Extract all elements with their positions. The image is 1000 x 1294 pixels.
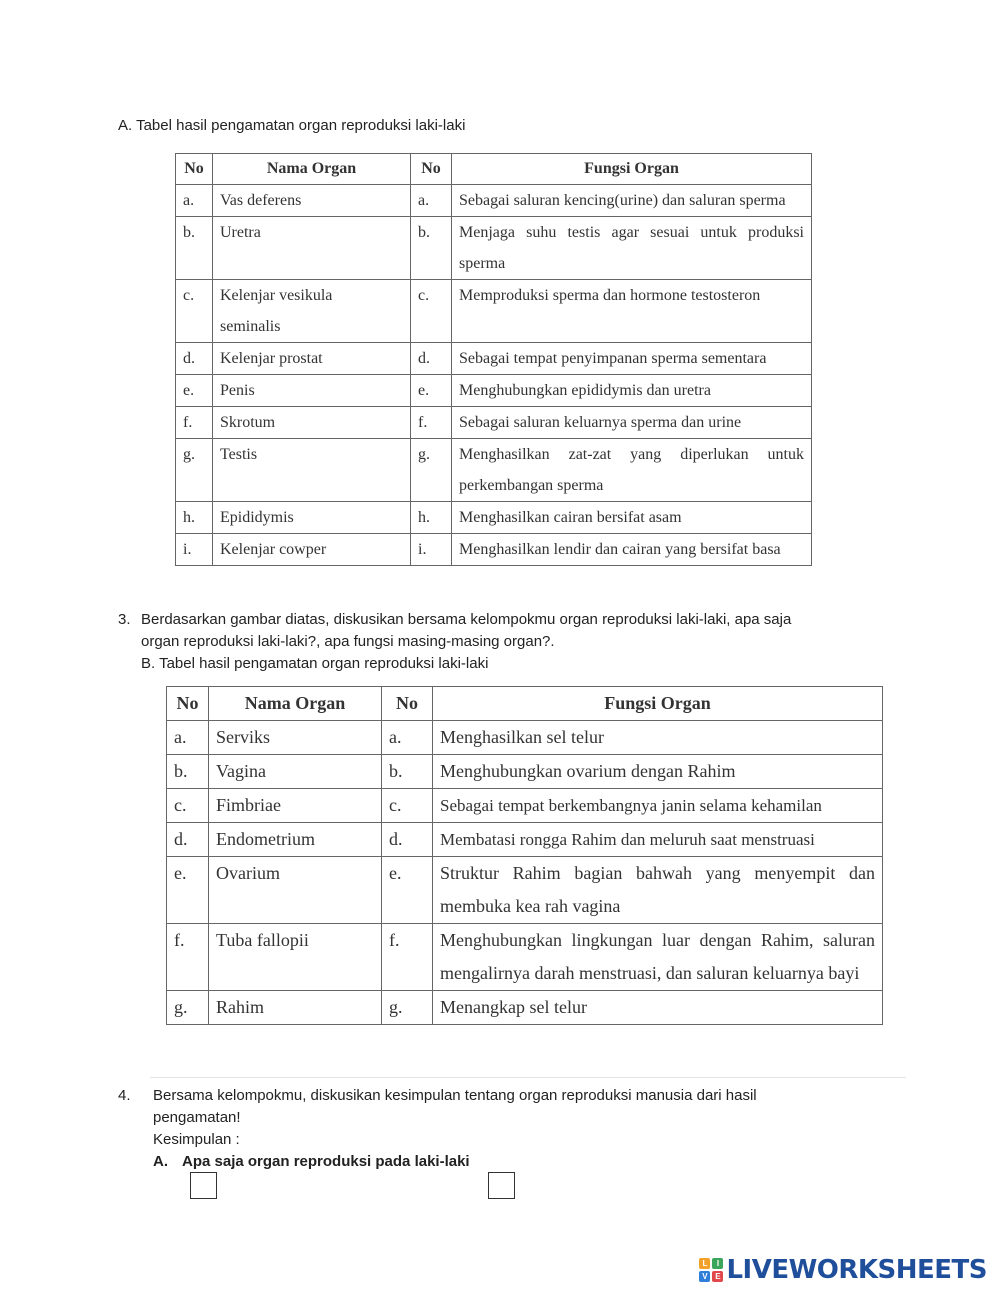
row-no: f. xyxy=(382,924,433,991)
header-organ-name: Nama Organ xyxy=(213,154,411,185)
row-no: f. xyxy=(167,924,209,991)
row-no: d. xyxy=(411,343,452,375)
row-no: i. xyxy=(176,534,213,566)
question-text-line: organ reproduksi laki-laki?, apa fungsi masing-masing organ?. xyxy=(141,633,555,650)
question-3 xyxy=(118,609,861,675)
row-no: e. xyxy=(411,375,452,407)
organ-name: Endometrium xyxy=(209,823,382,857)
conclusion-label: Kesimpulan : xyxy=(153,1131,240,1148)
table-row xyxy=(167,991,883,1025)
answer-input-box[interactable] xyxy=(190,1172,217,1199)
row-no: b. xyxy=(382,755,433,789)
liveworksheets-logo xyxy=(699,1254,987,1286)
table-row xyxy=(176,280,812,343)
organ-name: Testis xyxy=(213,439,411,502)
row-no: c. xyxy=(167,789,209,823)
header-organ-function: Fungsi Organ xyxy=(433,687,883,721)
row-no: g. xyxy=(167,991,209,1025)
row-no: d. xyxy=(167,823,209,857)
organ-name: Kelenjar vesikula seminalis xyxy=(213,280,411,343)
organ-function: Membatasi rongga Rahim dan meluruh saat menstruasi xyxy=(433,823,883,857)
organ-function: Sebagai saluran kencing(urine) dan saluran sperma xyxy=(452,185,812,217)
row-no: a. xyxy=(411,185,452,217)
table-row xyxy=(176,439,812,502)
organ-name: Kelenjar prostat xyxy=(213,343,411,375)
row-no: e. xyxy=(167,857,209,924)
table-row xyxy=(176,185,812,217)
row-no: a. xyxy=(382,721,433,755)
row-no: d. xyxy=(382,823,433,857)
row-no: f. xyxy=(411,407,452,439)
table-row xyxy=(176,534,812,566)
organ-function: Menghasilkan zat-zat yang diperlukan untuk perkembangan sperma xyxy=(452,439,812,502)
liveworksheets-logo-icon: L I V E xyxy=(699,1258,723,1282)
question-text-line: Berdasarkan gambar diatas, diskusikan bersama kelompokmu organ reproduksi laki-laki, apa saja xyxy=(141,611,792,628)
row-no: e. xyxy=(176,375,213,407)
organ-name: Serviks xyxy=(209,721,382,755)
sub-question-text: Apa saja organ reproduksi pada laki-laki xyxy=(182,1153,470,1170)
organ-function: Struktur Rahim bagian bahwah yang menyempit dan membuka kea rah vagina xyxy=(433,857,883,924)
header-no: No xyxy=(382,687,433,721)
organ-function: Memproduksi sperma dan hormone testosteron xyxy=(452,280,812,343)
row-no: b. xyxy=(167,755,209,789)
question-text-line: Bersama kelompokmu, diskusikan kesimpulan tentang organ reproduksi manusia dari hasil xyxy=(153,1087,757,1104)
table-row xyxy=(176,502,812,534)
row-no: f. xyxy=(176,407,213,439)
sub-question-letter: A. xyxy=(153,1153,168,1170)
organ-function: Menghasilkan sel telur xyxy=(433,721,883,755)
table-row xyxy=(167,789,883,823)
brand-name: LIVEWORKSHEETS xyxy=(726,1255,987,1285)
organ-name: Vas deferens xyxy=(213,185,411,217)
organ-name: Penis xyxy=(213,375,411,407)
row-no: b. xyxy=(176,217,213,280)
table-header-row xyxy=(176,154,812,185)
organ-name: Kelenjar cowper xyxy=(213,534,411,566)
table-row xyxy=(167,721,883,755)
row-no: h. xyxy=(411,502,452,534)
table-row xyxy=(167,924,883,991)
organ-name: Epididymis xyxy=(213,502,411,534)
answer-input-box[interactable] xyxy=(488,1172,515,1199)
section-a-heading: A. Tabel hasil pengamatan organ reproduksi laki-laki xyxy=(118,117,466,134)
organ-function: Menghubungkan epididymis dan uretra xyxy=(452,375,812,407)
organ-name: Skrotum xyxy=(213,407,411,439)
female-organ-table xyxy=(166,686,883,1025)
header-no: No xyxy=(176,154,213,185)
divider xyxy=(150,1077,906,1078)
table-row xyxy=(167,823,883,857)
organ-function: Sebagai tempat penyimpanan sperma sementara xyxy=(452,343,812,375)
table-row xyxy=(176,217,812,280)
row-no: e. xyxy=(382,857,433,924)
organ-name: Fimbriae xyxy=(209,789,382,823)
table-row xyxy=(176,375,812,407)
header-no: No xyxy=(167,687,209,721)
row-no: c. xyxy=(411,280,452,343)
sub-question-a xyxy=(153,1151,853,1173)
table-row xyxy=(167,857,883,924)
row-no: c. xyxy=(176,280,213,343)
question-number: 4. xyxy=(118,1087,131,1104)
organ-name: Rahim xyxy=(209,991,382,1025)
organ-name: Ovarium xyxy=(209,857,382,924)
organ-function: Menghasilkan lendir dan cairan yang bersifat basa xyxy=(452,534,812,566)
organ-name: Tuba fallopii xyxy=(209,924,382,991)
row-no: g. xyxy=(382,991,433,1025)
male-organ-table xyxy=(175,153,812,566)
header-organ-name: Nama Organ xyxy=(209,687,382,721)
header-organ-function: Fungsi Organ xyxy=(452,154,812,185)
header-no: No xyxy=(411,154,452,185)
table-row xyxy=(167,755,883,789)
organ-function: Sebagai tempat berkembangnya janin selama kehamilan xyxy=(433,789,883,823)
organ-function: Menghubungkan lingkungan luar dengan Rahim, saluran mengalirnya darah menstruasi, dan saluran keluarnya bayi xyxy=(433,924,883,991)
question-4 xyxy=(118,1085,853,1173)
row-no: a. xyxy=(176,185,213,217)
row-no: i. xyxy=(411,534,452,566)
row-no: g. xyxy=(411,439,452,502)
organ-function: Menghasilkan cairan bersifat asam xyxy=(452,502,812,534)
row-no: a. xyxy=(167,721,209,755)
table-row xyxy=(176,343,812,375)
organ-function: Sebagai saluran keluarnya sperma dan urine xyxy=(452,407,812,439)
organ-name: Uretra xyxy=(213,217,411,280)
organ-function: Menjaga suhu testis agar sesuai untuk produksi sperma xyxy=(452,217,812,280)
table-header-row xyxy=(167,687,883,721)
table-row xyxy=(176,407,812,439)
row-no: b. xyxy=(411,217,452,280)
section-b-heading: B. Tabel hasil pengamatan organ reproduksi laki-laki xyxy=(141,655,489,672)
organ-function: Menghubungkan ovarium dengan Rahim xyxy=(433,755,883,789)
row-no: c. xyxy=(382,789,433,823)
organ-function: Menangkap sel telur xyxy=(433,991,883,1025)
row-no: h. xyxy=(176,502,213,534)
question-number: 3. xyxy=(118,611,131,628)
row-no: d. xyxy=(176,343,213,375)
organ-name: Vagina xyxy=(209,755,382,789)
question-text-line: pengamatan! xyxy=(153,1109,241,1126)
row-no: g. xyxy=(176,439,213,502)
